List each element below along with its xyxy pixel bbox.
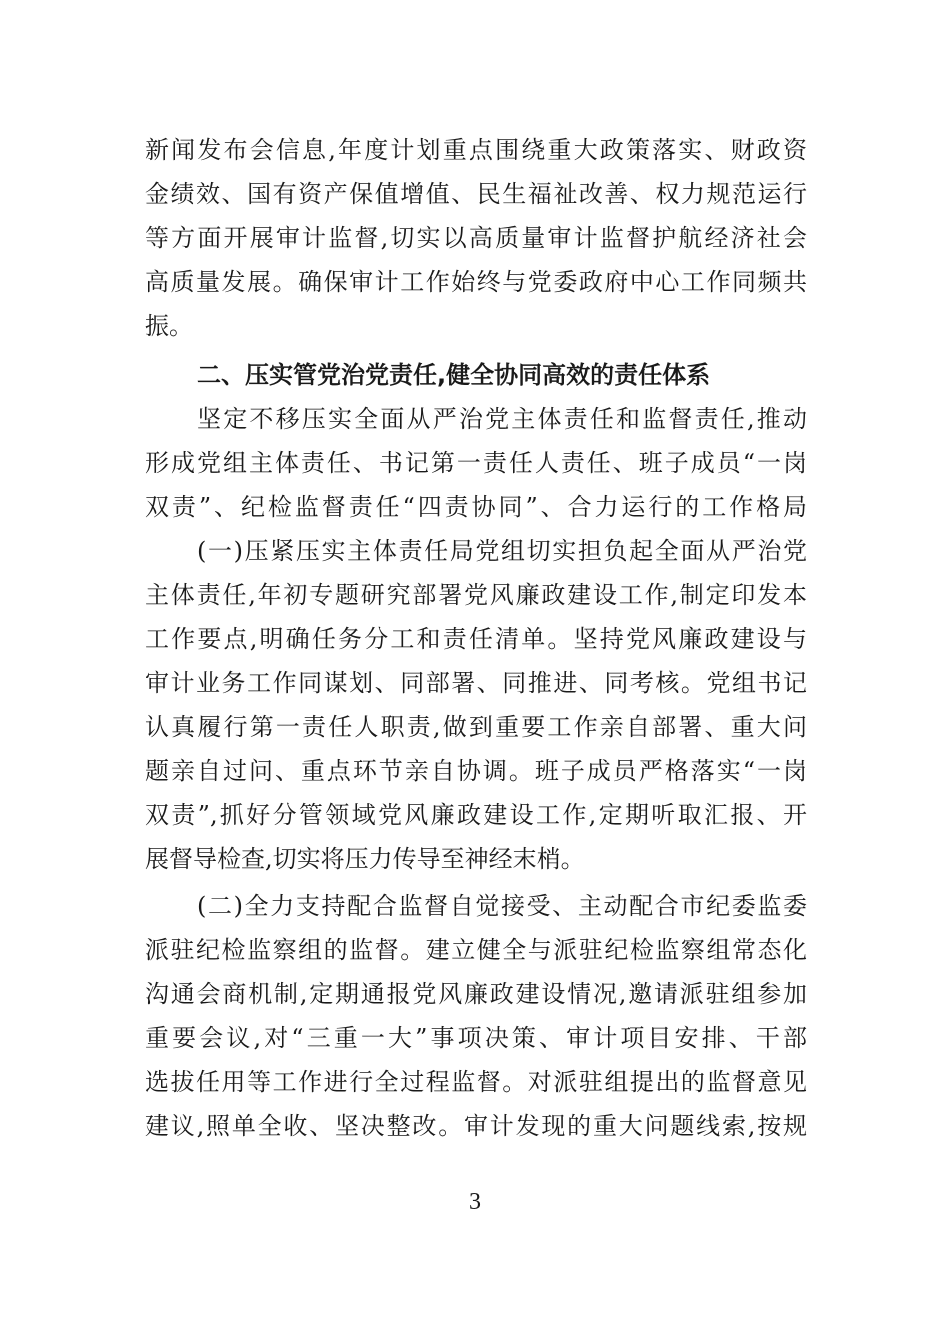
text-line: 展督导检查,切实将压力传导至神经末梢。: [145, 845, 585, 873]
page-number: 3: [469, 1189, 481, 1215]
text-line: 审计业务工作同谋划、同部署、同推进、同考核。党组书记: [145, 669, 807, 697]
text-line: 建议,照单全收、坚决整改。审计发现的重大问题线索,按规: [145, 1112, 807, 1140]
text-line: 认真履行第一责任人职责,做到重要工作亲自部署、重大问: [145, 713, 807, 741]
text-line: 形成党组主体责任、书记第一责任人责任、班子成员“一岗: [145, 449, 807, 477]
text-line: 高质量发展。确保审计工作始终与党委政府中心工作同频共: [145, 268, 807, 296]
text-line: 双责”,抓好分管领域党风廉政建设工作,定期听取汇报、开: [145, 801, 807, 829]
subsection-line: (一)压紧压实主体责任局党组切实担负起全面从严治党: [197, 537, 807, 565]
text-line: 沟通会商机制,定期通报党风廉政建设情况,邀请派驻组参加: [145, 980, 807, 1008]
text-line: 金绩效、国有资产保值增值、民生福祉改善、权力规范运行: [145, 180, 807, 208]
text-line: 坚定不移压实全面从严治党主体责任和监督责任,推动: [197, 405, 807, 433]
text-line: 题亲自过问、重点环节亲自协调。班子成员严格落实“一岗: [145, 757, 807, 785]
text-line: 重要会议,对“三重一大”事项决策、审计项目安排、干部: [145, 1024, 807, 1052]
text-line: 振。: [145, 312, 193, 340]
subsection-line: (二)全力支持配合监督自觉接受、主动配合市纪委监委: [197, 892, 807, 920]
text-line: 选拔任用等工作进行全过程监督。对派驻组提出的监督意见: [145, 1068, 807, 1096]
text-line: 派驻纪检监察组的监督。建立健全与派驻纪检监察组常态化: [145, 936, 807, 964]
section-heading: 二、压实管党治党责任,健全协同高效的责任体系: [197, 361, 711, 389]
text-line: 等方面开展审计监督,切实以高质量审计监督护航经济社会: [145, 224, 807, 252]
text-line: 工作要点,明确任务分工和责任清单。坚持党风廉政建设与: [145, 625, 807, 653]
text-line: 主体责任,年初专题研究部署党风廉政建设工作,制定印发本: [145, 581, 807, 609]
text-line: 双责”、纪检监督责任“四责协同”、合力运行的工作格局: [145, 493, 807, 521]
text-line: 新闻发布会信息,年度计划重点围绕重大政策落实、财政资: [145, 136, 807, 164]
